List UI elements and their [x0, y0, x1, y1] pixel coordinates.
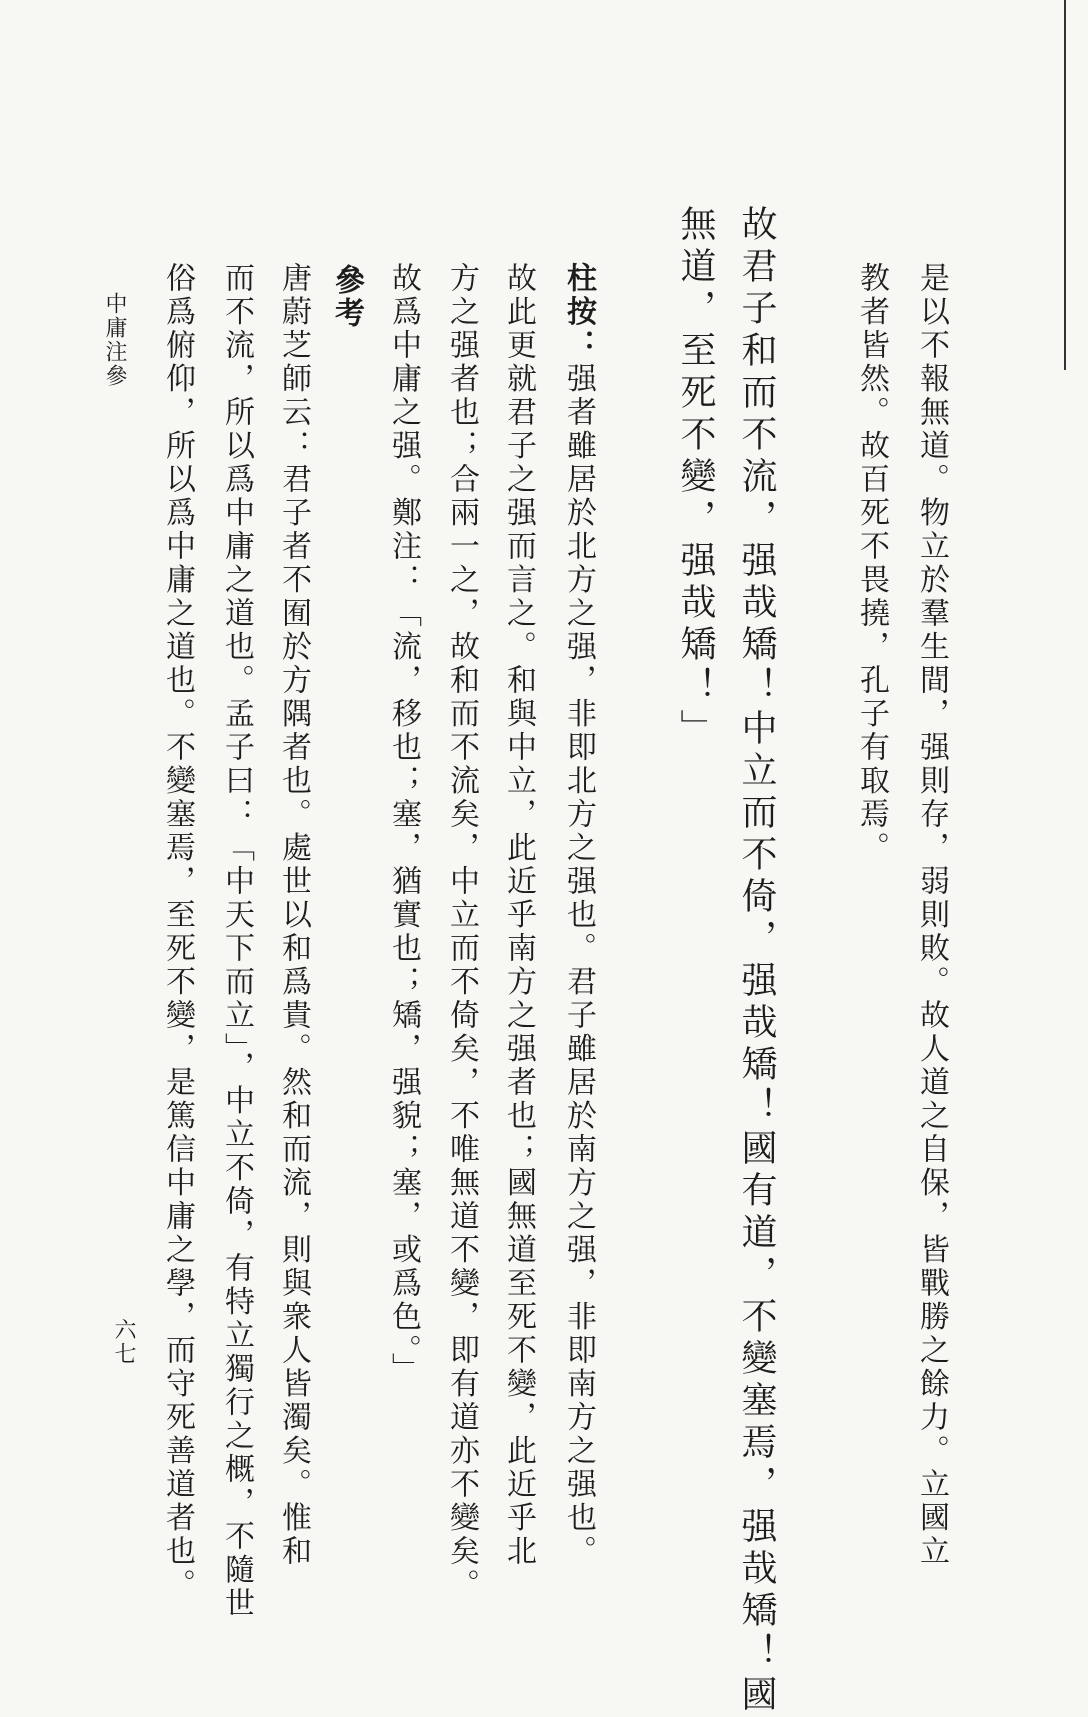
main-text-line-1: 故君子和而不流，强哉矯！中立而不倚，强哉矯！國有道，不變塞焉，强哉矯！國 [736, 205, 777, 1717]
author-note-line-2: 故此更就君子之强而言之。和與中立，此近乎南方之强者也；國無道至死不變，此近乎北 [501, 262, 536, 1569]
author-note-line-4: 故爲中庸之强。鄭注：「流，移也；塞，猶實也；矯，强貌；塞，或爲色。」 [386, 262, 421, 1386]
author-note-line-1 [561, 262, 596, 1569]
reference-line-3: 俗爲俯仰，所以爲中庸之道也。不變塞焉，至死不變，是篤信中庸之學，而守死善道者也。 [160, 262, 195, 1602]
reference-line-1: 唐蔚芝師云：君子者不囿於方隅者也。處世以和爲貴。然和而流，則與衆人皆濁矣。惟和 [276, 262, 311, 1569]
author-note-line-3: 方之强者也；合兩一之，故和而不流矣，中立而不倚矣，不唯無道不變，即有道亦不變矣。 [444, 262, 479, 1602]
scan-edge-mark [1064, 0, 1066, 370]
author-note-label: 柱按： [561, 262, 596, 363]
commentary-line-1: 是以不報無道。物立於羣生間，强則存，弱則敗。故人道之自保，皆戰勝之餘力。立國立 [914, 262, 949, 1569]
main-text-line-2: 無道，至死不變，强哉矯！」 [675, 205, 716, 751]
reference-line-2: 而不流，所以爲中庸之道也。孟子曰：「中天下而立」，中立不倚，有特立獨行之概，不隨世 [219, 262, 254, 1621]
author-note-text-1: 强者雖居於北方之强，非即北方之强也。君子雖居於南方之强，非即南方之强也。 [561, 362, 596, 1569]
reference-heading: 參考 [329, 264, 364, 330]
commentary-line-2: 教者皆然。故百死不畏撓，孔子有取焉。 [854, 262, 889, 865]
running-head: 中庸注參 [102, 292, 127, 388]
page-number: 六七 [111, 1318, 136, 1366]
